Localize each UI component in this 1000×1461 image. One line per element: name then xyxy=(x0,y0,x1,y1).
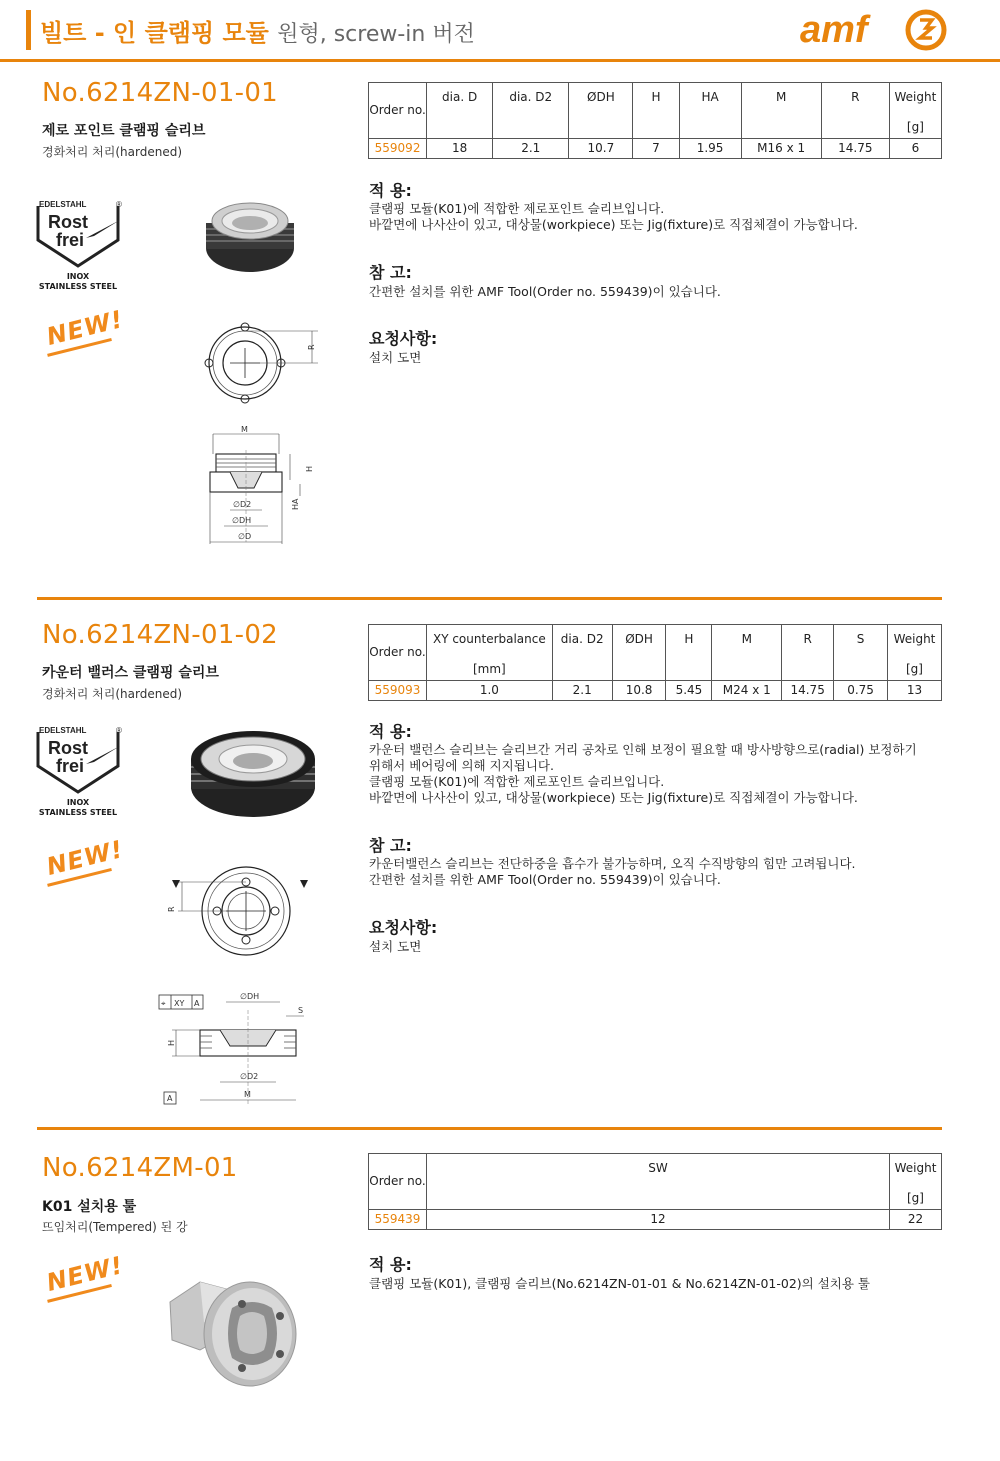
table-cell: M24 x 1 xyxy=(712,681,782,701)
product-2-name: 카운터 밸러스 클램핑 슬리브 xyxy=(42,665,219,681)
product-1-code: No.6214ZN-01-01 xyxy=(42,78,279,108)
badge-stainless: STAINLESS STEEL xyxy=(38,808,118,817)
dim-label-h: H xyxy=(305,465,314,472)
note-line: 간편한 설치를 위한 AMF Tool(Order no. 559439)이 있습니다. xyxy=(369,872,721,887)
col-header xyxy=(741,83,821,139)
table-cell: 0.75 xyxy=(834,681,888,701)
col-header-label: dia. D xyxy=(442,90,478,104)
col-header xyxy=(679,83,741,139)
table-cell: 13 xyxy=(887,681,941,701)
table-cell: 10.7 xyxy=(569,139,633,159)
note-heading: 참 고: xyxy=(369,836,412,855)
sleeve-side-view-drawing xyxy=(200,422,314,547)
table-cell: 2.1 xyxy=(493,139,569,159)
usage-line: 클램핑 모듈(K01)에 적합한 제로포인트 슬리브입니다. xyxy=(369,201,665,216)
product-3-material: 뜨임처리(Tempered) 된 강 xyxy=(42,1220,188,1234)
counterbalance-side-view-drawing xyxy=(158,988,308,1106)
col-header xyxy=(569,83,633,139)
dim-label-r: R xyxy=(307,344,316,350)
rostfrei-shield-icon xyxy=(36,198,122,268)
order-no-label: Order no. xyxy=(369,1174,426,1188)
badge-inox: INOX xyxy=(66,798,90,807)
col-unit: [g] xyxy=(907,1191,924,1205)
table-cell: 18 xyxy=(427,139,493,159)
page-header xyxy=(0,0,1000,64)
usage-line: 카운터 밸런스 슬리브는 슬리브간 거리 공차로 인해 보정이 필요할 때 방사방향으로(radial) 보정하기 xyxy=(369,742,917,757)
order-no-header xyxy=(369,1154,427,1210)
col-header xyxy=(427,83,493,139)
col-header-label: dia. D2 xyxy=(560,632,604,646)
svg-text:frei: frei xyxy=(56,230,85,250)
datum-label: A xyxy=(167,1094,173,1103)
counterbalance-top-view-drawing xyxy=(160,866,320,966)
header-accent-bar xyxy=(26,10,31,50)
badge-stainless: STAINLESS STEEL xyxy=(38,282,118,291)
svg-text:®: ® xyxy=(116,200,122,209)
new-stamp xyxy=(44,835,126,881)
badge-caption xyxy=(36,798,120,818)
usage-line: 클램핑 모듈(K01), 클램핑 슬리브(No.6214ZN-01-01 & No.6214ZN-01-02)의 설치용 툴 xyxy=(369,1276,870,1291)
dim-label-s: S xyxy=(298,1006,304,1015)
svg-text:⌖: ⌖ xyxy=(161,999,166,1008)
col-header-label: R xyxy=(851,90,860,104)
new-stamp xyxy=(44,1251,126,1297)
table-cell: M16 x 1 xyxy=(741,139,821,159)
table-cell: 14.75 xyxy=(782,681,834,701)
order-number[interactable]: 559439 xyxy=(369,1210,427,1230)
counterbalance-sleeve-photo xyxy=(186,723,320,823)
tool-photo xyxy=(160,1272,300,1392)
table-cell: 1.0 xyxy=(426,681,552,701)
usage-line: 위해서 베어링에 의해 지지됩니다. xyxy=(369,758,554,773)
amf-logo-text: amf xyxy=(800,9,868,51)
table-cell: 22 xyxy=(890,1210,942,1230)
dim-label-m: M xyxy=(241,425,248,434)
product-1-material: 경화처리 처리(hardened) xyxy=(42,145,183,159)
request-heading: 요청사항: xyxy=(369,918,438,937)
product-2-spec-table xyxy=(368,624,942,701)
new-stamp-label: NEW! xyxy=(43,834,127,882)
section-divider xyxy=(37,597,942,600)
svg-text:Rost: Rost xyxy=(48,738,88,758)
col-header xyxy=(666,625,712,681)
dim-label-d2: ∅D2 xyxy=(240,1072,259,1081)
col-header-label: S xyxy=(856,632,865,646)
sleeve-photo xyxy=(200,193,300,279)
col-header xyxy=(889,83,941,139)
col-unit: [g] xyxy=(906,120,924,134)
table-cell: 7 xyxy=(633,139,679,159)
col-header-label: H xyxy=(651,90,661,104)
col-header-label: Weight xyxy=(894,1161,937,1175)
dim-label-h: H xyxy=(167,1039,176,1046)
col-header-label: M xyxy=(741,632,752,646)
order-number[interactable]: 559092 xyxy=(369,139,427,159)
col-header xyxy=(426,1154,889,1210)
order-number[interactable]: 559093 xyxy=(369,681,427,701)
request-line: 설치 도면 xyxy=(369,350,422,365)
request-heading: 요청사항: xyxy=(369,329,438,348)
col-header-label: M xyxy=(775,90,787,104)
product-3-name: K01 설치용 툴 xyxy=(42,1199,137,1215)
col-header xyxy=(426,625,552,681)
rostfrei-shield-icon xyxy=(36,724,122,794)
dim-label-a: A xyxy=(194,999,200,1008)
table-cell: 5.45 xyxy=(666,681,712,701)
new-stamp-label: NEW! xyxy=(43,304,127,352)
dim-label-dh: ∅DH xyxy=(232,516,252,525)
dim-label-m: M xyxy=(244,1090,251,1099)
product-3-code: No.6214ZM-01 xyxy=(42,1153,238,1183)
col-header xyxy=(834,625,888,681)
product-2-code: No.6214ZN-01-02 xyxy=(42,620,279,650)
sleeve-top-view-drawing xyxy=(200,318,325,408)
col-header-label: SW xyxy=(648,1161,668,1175)
col-header-label: ØDH xyxy=(625,632,653,646)
table-cell: 14.75 xyxy=(821,139,889,159)
col-header xyxy=(612,625,666,681)
svg-text:Rost: Rost xyxy=(48,212,88,232)
table-cell: 12 xyxy=(426,1210,889,1230)
col-header xyxy=(890,1154,942,1210)
svg-text:frei: frei xyxy=(56,756,85,776)
col-header xyxy=(782,625,834,681)
svg-text:®: ® xyxy=(116,726,122,735)
usage-heading: 적 용: xyxy=(369,1255,412,1274)
col-header xyxy=(493,83,569,139)
page-title xyxy=(40,13,475,48)
col-header xyxy=(633,83,679,139)
section-divider xyxy=(37,1127,942,1130)
col-unit: [g] xyxy=(906,662,923,676)
note-line: 카운터밸런스 슬리브는 전단하중을 흡수가 불가능하며, 오직 수직방향의 힘만 고려됩니다. xyxy=(369,856,856,871)
page-title-sub: 원형, screw-in 버전 xyxy=(277,22,475,47)
order-no-label: Order no. xyxy=(369,645,426,659)
col-header-label: R xyxy=(803,632,812,646)
request-line: 설치 도면 xyxy=(369,939,422,954)
usage-line: 바깥면에 나사산이 있고, 대상물(workpiece) 또는 Jig(fixture)로 직접체결이 가능합니다. xyxy=(369,790,858,805)
amf-logo xyxy=(798,6,948,54)
dim-label-d: ∅D xyxy=(238,532,252,541)
note-line: 간편한 설치를 위한 AMF Tool(Order no. 559439)이 있습니다. xyxy=(369,284,721,299)
col-header-label: HA xyxy=(701,90,719,104)
col-header xyxy=(821,83,889,139)
dim-label-xy: XY xyxy=(174,999,185,1008)
product-3-spec-table xyxy=(368,1153,942,1230)
new-stamp xyxy=(44,305,126,351)
order-no-header xyxy=(369,625,427,681)
order-no-label: Order no. xyxy=(369,103,426,117)
svg-text:EDELSTAHL: EDELSTAHL xyxy=(39,200,87,209)
table-cell: 10.8 xyxy=(612,681,666,701)
product-1-spec-table xyxy=(368,82,942,159)
new-stamp-label: NEW! xyxy=(43,1250,127,1298)
col-header-label: ØDH xyxy=(587,90,615,104)
page-title-main: 빌트 - 인 클램핑 모듈 xyxy=(40,19,269,47)
dim-label-dh: ∅DH xyxy=(240,992,260,1001)
dim-label-ha: HA xyxy=(291,498,300,510)
col-unit: [mm] xyxy=(472,662,506,676)
dim-label-d2: ∅D2 xyxy=(233,500,252,509)
table-cell: 1.95 xyxy=(679,139,741,159)
usage-line: 클램핑 모듈(K01)에 적합한 제로포인트 슬리브입니다. xyxy=(369,774,665,789)
order-no-header xyxy=(369,83,427,139)
col-header-label: Weight xyxy=(894,90,937,104)
badge-caption xyxy=(36,272,120,292)
usage-line: 바깥면에 나사산이 있고, 대상물(workpiece) 또는 Jig(fixture)로 직접체결이 가능합니다. xyxy=(369,217,858,232)
usage-heading: 적 용: xyxy=(369,722,412,741)
usage-heading: 적 용: xyxy=(369,181,412,200)
table-cell: 2.1 xyxy=(552,681,612,701)
badge-inox: INOX xyxy=(66,272,90,281)
col-header xyxy=(552,625,612,681)
col-header xyxy=(887,625,941,681)
table-cell: 6 xyxy=(889,139,941,159)
col-header-label: H xyxy=(684,632,694,646)
col-header-label: XY counterbalance xyxy=(432,632,546,646)
product-2-material: 경화처리 처리(hardened) xyxy=(42,687,183,701)
col-header-label: Weight xyxy=(893,632,936,646)
product-1-name: 제로 포인트 클램핑 슬리브 xyxy=(42,123,206,139)
col-header xyxy=(712,625,782,681)
dim-label-r: R xyxy=(167,906,176,912)
col-header-label: dia. D2 xyxy=(509,90,553,104)
note-heading: 참 고: xyxy=(369,263,412,282)
svg-text:EDELSTAHL: EDELSTAHL xyxy=(39,726,87,735)
